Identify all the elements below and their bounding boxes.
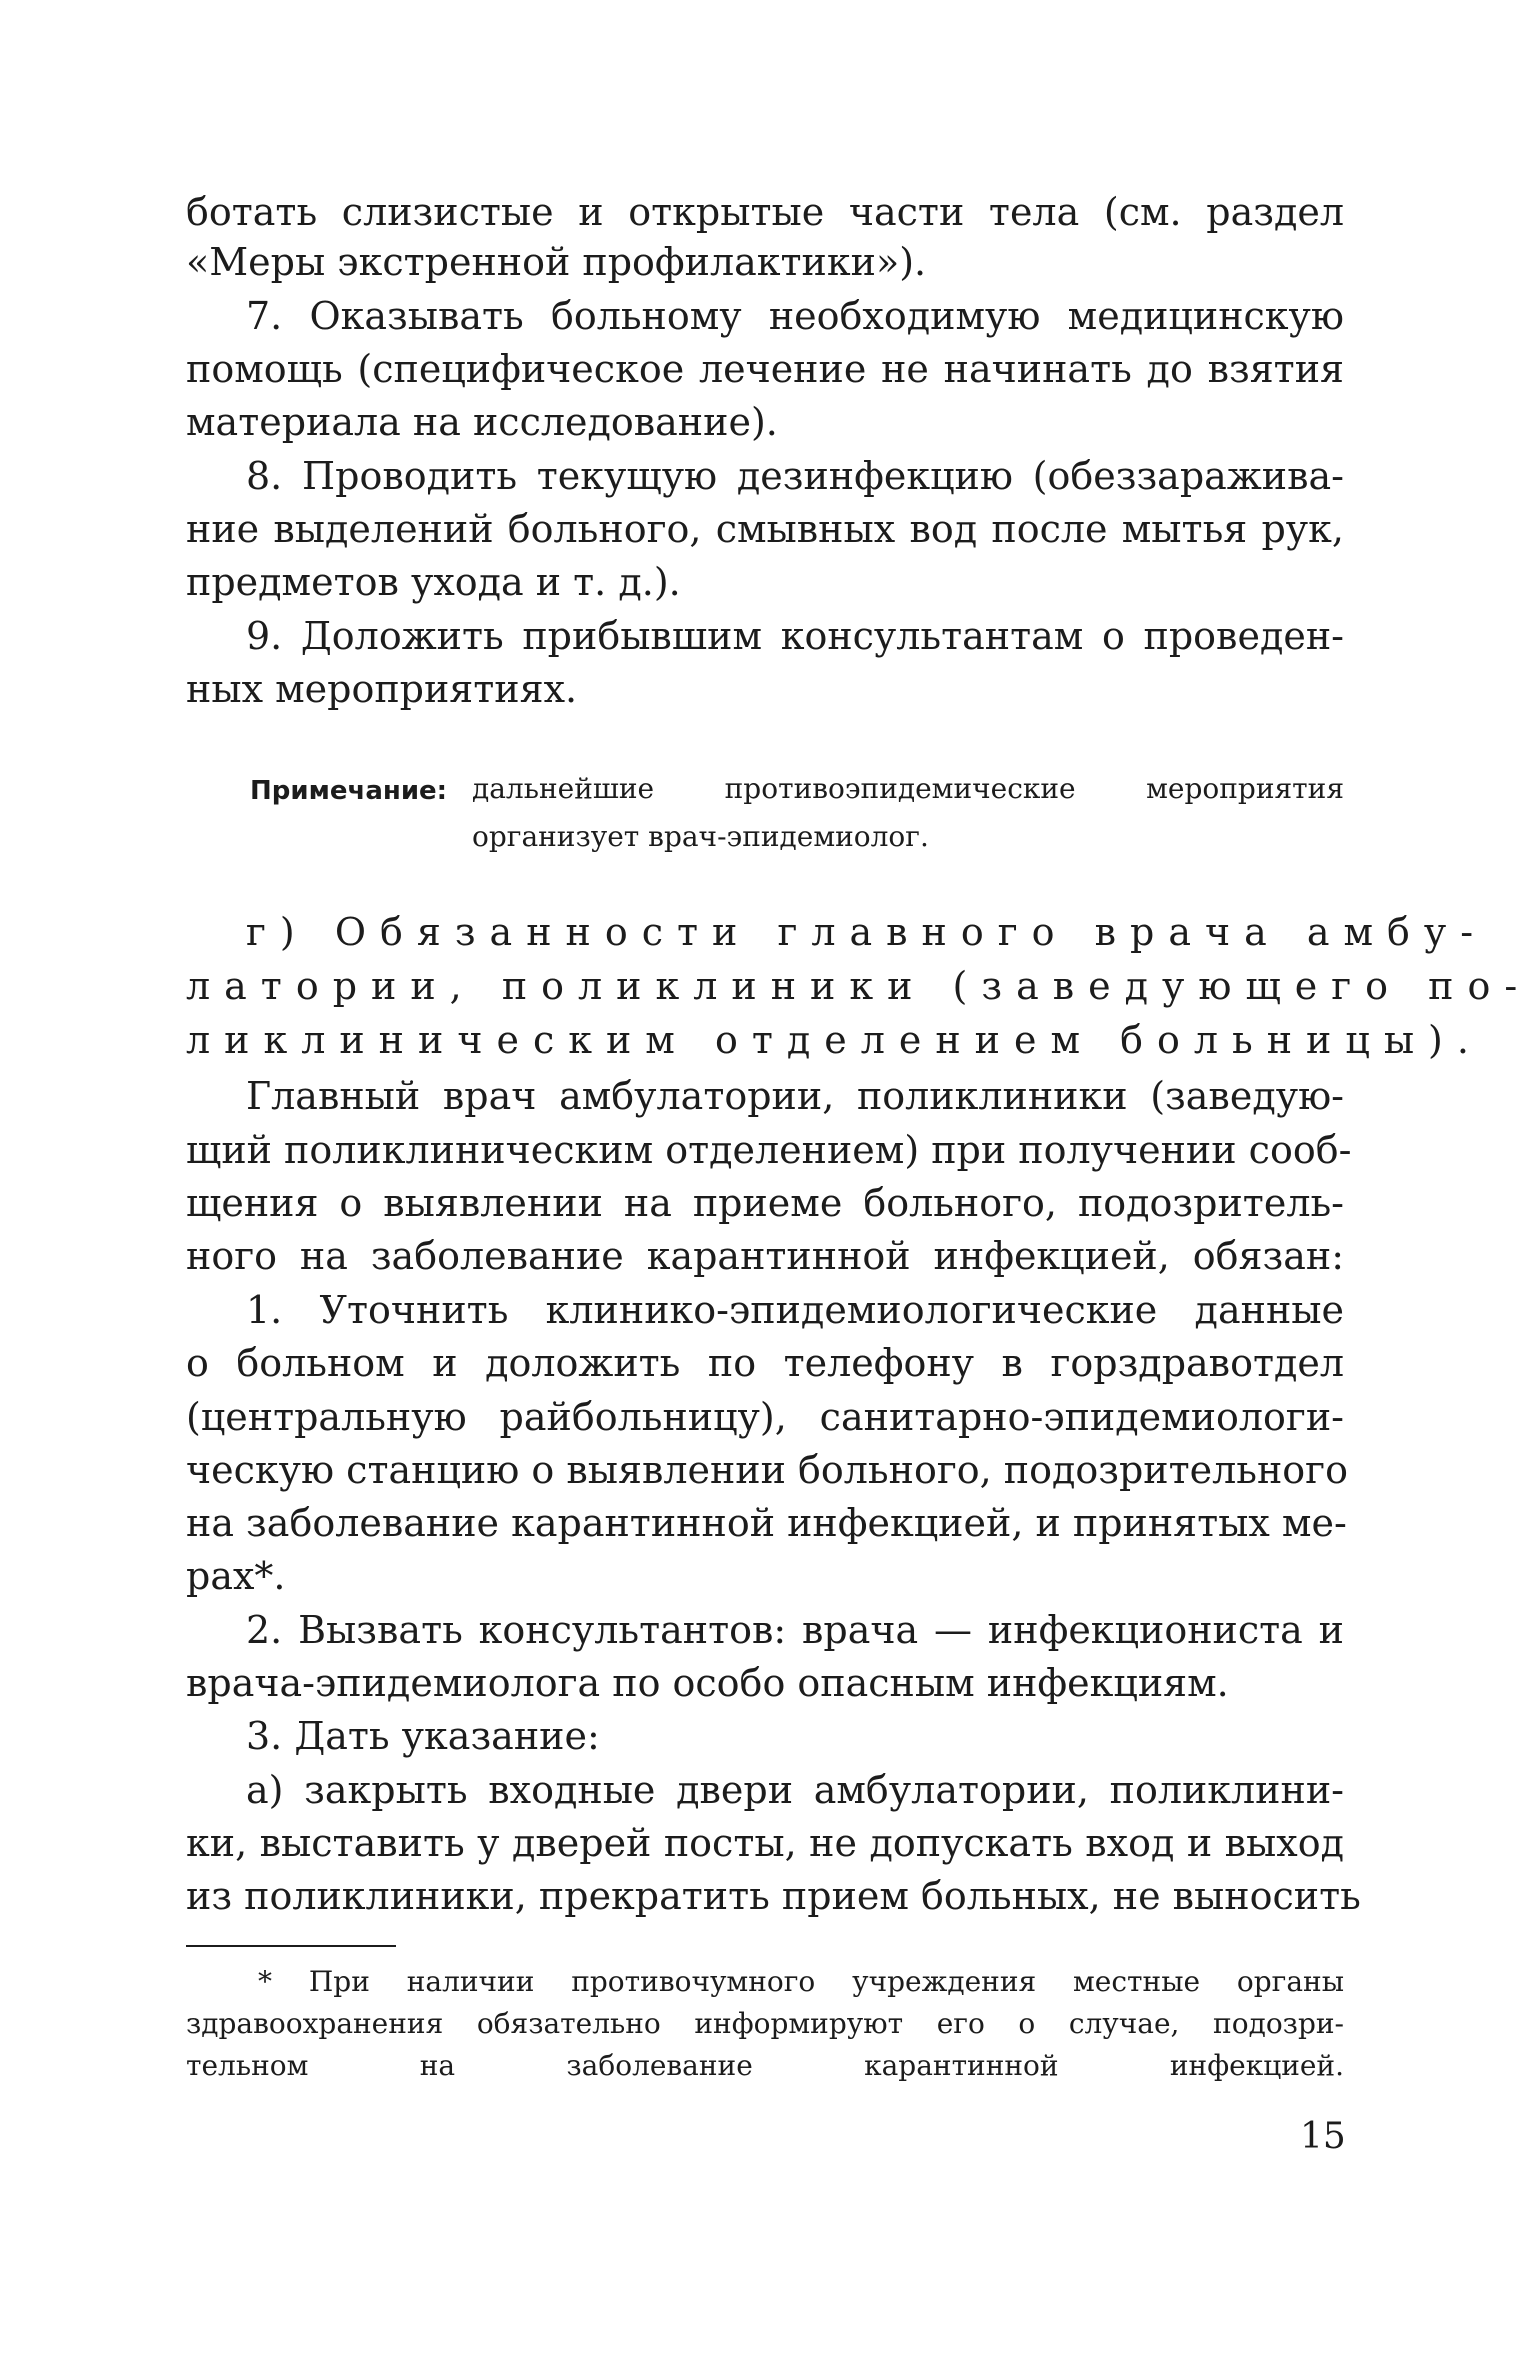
text-line: ного на заболевание карантинной инфекцией, обязан: [186,1234,1344,1278]
text-line: ботать слизистые и открытые части тела (см. раздел [186,190,1344,234]
text-line: 9. Доложить прибывшим консультантам о проведен- [246,614,1344,658]
text-line: 3. Дать указание: [246,1714,600,1758]
text-line: на заболевание карантинной инфекцией, и принятых ме- [186,1501,1347,1545]
text-line: ных мероприятиях. [186,667,578,711]
text-line: ние выделений больного, смывных вод после мытья рук, [186,507,1344,551]
text-line: материала на исследование). [186,400,778,444]
text-line: врача-эпидемиолога по особо опасным инфекциям. [186,1661,1229,1705]
text-line: а) закрыть входные двери амбулатории, поликлини- [246,1768,1344,1812]
text-line: предметов ухода и т. д.). [186,560,681,604]
text-line: 1. Уточнить клинико-эпидемиологические данные [246,1288,1344,1332]
text-line: 8. Проводить текущую дезинфекцию (обеззаражива- [246,454,1344,498]
text-line: щий поликлиническим отделением) при получении сооб- [186,1128,1352,1172]
text-line: ки, выставить у дверей посты, не допускать вход и выход [186,1821,1344,1865]
text-line: «Меры экстренной профилактики»). [186,240,927,284]
note-label: Примечание: [250,776,448,806]
footnote-line: тельном на заболевание карантинной инфекцией. [186,2049,1344,2082]
text-line: щения о выявлении на приеме больного, подозритель- [186,1181,1344,1225]
text-line: 2. Вызвать консультантов: врача — инфекциониста и [246,1608,1344,1652]
note-text: организует врач-эпидемиолог. [472,820,929,853]
text-line: ческую станцию о выявлении больного, подозрительного [186,1448,1348,1492]
footnote-line: * При наличии противочумного учреждения местные органы [258,1965,1344,1998]
text-line: помощь (специфическое лечение не начинать до взятия [186,347,1344,391]
section-heading: г) Обязанности главного врача амбу- [246,910,1488,954]
section-heading: ликлиническим отделением больницы). [186,1018,1483,1062]
text-line: из поликлиники, прекратить прием больных, не выносить [186,1874,1361,1918]
text-line: 7. Оказывать больному необходимую медицинскую [246,294,1344,338]
footnote-line: здравоохранения обязательно информируют его о случае, подозри- [186,2007,1344,2040]
text-line: (центральную райбольницу), санитарно-эпидемиологи- [186,1395,1344,1439]
text-line: Главный врач амбулатории, поликлиники (заведую- [246,1074,1344,1118]
page-number: 15 [1300,2116,1346,2157]
note-text: дальнейшие противоэпидемические мероприятия [472,772,1344,805]
text-line: о больном и доложить по телефону в горздравотдел [186,1341,1344,1385]
section-heading: латории, поликлиники (заведующего по- [186,964,1532,1008]
text-line: рах*. [186,1554,286,1598]
footnote-divider [186,1945,396,1947]
